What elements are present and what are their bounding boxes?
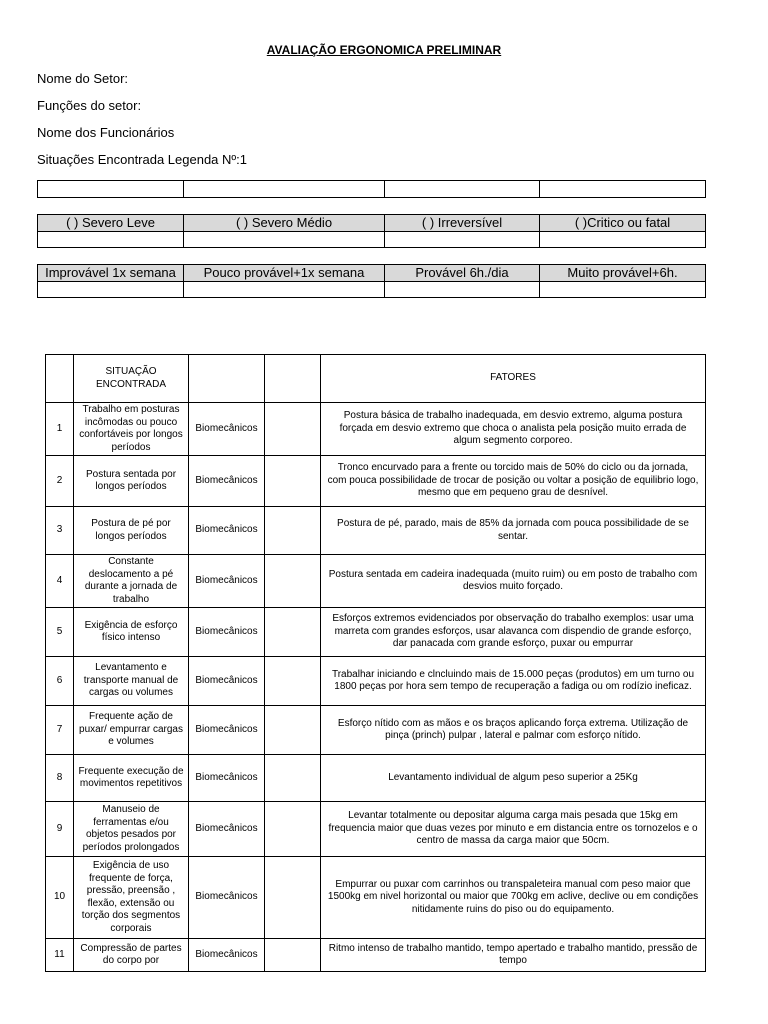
row-number: 4	[46, 555, 74, 608]
row-tipo: Biomecânicos	[189, 802, 265, 857]
header-empty-cell	[265, 355, 321, 403]
row-empty-cell	[265, 857, 321, 939]
row-tipo: Biomecânicos	[189, 755, 265, 802]
row-situacao: Frequente execução de movimentos repetitivos	[74, 755, 189, 802]
row-empty-cell	[265, 507, 321, 555]
sector-name-label: Nome do Setor:	[37, 71, 129, 86]
row-situacao: Postura de pé por longos períodos	[74, 507, 189, 555]
header-number-cell	[46, 355, 74, 403]
table-header-row	[46, 355, 706, 403]
row-situacao: Trabalho em posturas incômodas ou pouco confortáveis por longos períodos	[74, 403, 189, 456]
table-row	[46, 706, 706, 755]
row-fatores: Levantar totalmente ou depositar alguma carga mais pesada que 15kg em frequencia maior que duas vezes por minuto e em distancia entre os tornozelos e o centro de massa da carga maior que 50cm.	[321, 802, 706, 857]
row-empty-cell	[265, 608, 321, 657]
header-fatores: FATORES	[321, 355, 706, 403]
situations-legend-label: Situações Encontrada Legenda Nº:1	[37, 152, 248, 167]
blank-cell[interactable]	[184, 181, 385, 198]
row-tipo: Biomecânicos	[189, 403, 265, 456]
row-tipo: Biomecânicos	[189, 507, 265, 555]
row-empty-cell	[265, 755, 321, 802]
row-situacao: Postura sentada por longos períodos	[74, 456, 189, 507]
blank-cell[interactable]	[38, 282, 184, 298]
row-tipo: Biomecânicos	[189, 657, 265, 706]
severity-table	[37, 214, 706, 248]
row-number: 10	[46, 857, 74, 939]
severity-option-medium[interactable]: ( ) Severo Médio	[184, 215, 385, 232]
table-row	[46, 507, 706, 555]
row-empty-cell	[265, 456, 321, 507]
blank-cell[interactable]	[385, 282, 540, 298]
row-empty-cell	[265, 706, 321, 755]
row-fatores: Empurrar ou puxar com carrinhos ou transpaleteira manual com peso maior que 1500kg em nivel horizontal ou maior que 700kg em aclive, declive ou em condições nitidamente ruins do piso ou do equipamento.	[321, 857, 706, 939]
row-fatores: Esforços extremos evidenciados por observação do trabalho exemplos: usar uma marreta com grandes esforços, usar alavanca com dispendio de grande esforço, dar panacada com grande esforço, puxar ou empurrar	[321, 608, 706, 657]
severity-option-critical[interactable]: ( )Critico ou fatal	[540, 215, 706, 232]
table-row	[46, 608, 706, 657]
probability-probable[interactable]: Provável 6h./dia	[385, 265, 540, 282]
row-empty-cell	[265, 939, 321, 972]
blank-cell[interactable]	[38, 232, 184, 248]
blank-cell[interactable]	[38, 181, 184, 198]
row-number: 8	[46, 755, 74, 802]
blank-cell[interactable]	[184, 232, 385, 248]
table-row	[46, 403, 706, 456]
probability-very-probable[interactable]: Muito provável+6h.	[540, 265, 706, 282]
row-situacao: Exigência de esforço físico intenso	[74, 608, 189, 657]
header-empty-cell	[189, 355, 265, 403]
row-number: 9	[46, 802, 74, 857]
row-situacao: Constante deslocamento a pé durante a jornada de trabalho	[74, 555, 189, 608]
row-empty-cell	[265, 802, 321, 857]
blank-cell[interactable]	[540, 282, 706, 298]
row-fatores: Esforço nítido com as mãos e os braços aplicando força extrema. Utilização de pinça (princh) pulpar , lateral e palmar com esforço nítido.	[321, 706, 706, 755]
table-row	[46, 857, 706, 939]
severity-option-irreversible[interactable]: ( ) Irreversível	[385, 215, 540, 232]
row-empty-cell	[265, 403, 321, 456]
table-row	[46, 456, 706, 507]
row-situacao: Exigência de uso frequente de força, pressão, preensão , flexão, extensão ou torção dos segmentos corporais	[74, 857, 189, 939]
row-empty-cell	[265, 657, 321, 706]
sector-functions-label: Funções do setor:	[37, 98, 142, 113]
row-situacao: Levantamento e transporte manual de cargas ou volumes	[74, 657, 189, 706]
row-number: 1	[46, 403, 74, 456]
table-row	[46, 939, 706, 972]
row-number: 3	[46, 507, 74, 555]
row-number: 7	[46, 706, 74, 755]
row-tipo: Biomecânicos	[189, 939, 265, 972]
blank-cell[interactable]	[385, 232, 540, 248]
table-row	[46, 802, 706, 857]
row-tipo: Biomecânicos	[189, 706, 265, 755]
row-tipo: Biomecânicos	[189, 857, 265, 939]
row-tipo: Biomecânicos	[189, 555, 265, 608]
row-fatores: Postura sentada em cadeira inadequada (muito ruim) ou em posto de trabalho com desvios muito forçado.	[321, 555, 706, 608]
row-number: 6	[46, 657, 74, 706]
blank-cell[interactable]	[184, 282, 385, 298]
probability-unlikely[interactable]: Pouco provável+1x semana	[184, 265, 385, 282]
table-row	[46, 755, 706, 802]
row-empty-cell	[265, 555, 321, 608]
table-row	[46, 555, 706, 608]
blank-entry-table	[37, 180, 706, 198]
blank-cell[interactable]	[540, 232, 706, 248]
employee-names-label: Nome dos Funcionários	[37, 125, 175, 140]
row-situacao: Frequente ação de puxar/ empurrar cargas e volumes	[74, 706, 189, 755]
row-number: 5	[46, 608, 74, 657]
row-fatores: Ritmo intenso de trabalho mantido, tempo apertado e trabalho mantido, pressão de tempo	[321, 939, 706, 972]
blank-cell[interactable]	[385, 181, 540, 198]
document-title: AVALIAÇÃO ERGONOMICA PRELIMINAR	[266, 43, 502, 57]
probability-table	[37, 264, 706, 298]
severity-option-mild[interactable]: ( ) Severo Leve	[38, 215, 184, 232]
row-fatores: Postura de pé, parado, mais de 85% da jornada com pouca possibilidade de se sentar.	[321, 507, 706, 555]
row-number: 2	[46, 456, 74, 507]
row-situacao: Compressão de partes do corpo por	[74, 939, 189, 972]
row-situacao: Manuseio de ferramentas e/ou objetos pesados por períodos prolongados	[74, 802, 189, 857]
row-number: 11	[46, 939, 74, 972]
table-row	[46, 657, 706, 706]
row-fatores: Levantamento individual de algum peso superior a 25Kg	[321, 755, 706, 802]
row-fatores: Trabalhar iniciando e clncluindo mais de 15.000 peças (produtos) em um turno ou 1800 peças por hora sem tempo de recuperação a fadiga ou om rodízio ineficaz.	[321, 657, 706, 706]
row-tipo: Biomecânicos	[189, 456, 265, 507]
factors-table	[45, 354, 706, 972]
probability-improbable[interactable]: Improvável 1x semana	[38, 265, 184, 282]
row-fatores: Postura básica de trabalho inadequada, em desvio extremo, alguma postura forçada em desvio extremo que choca o analista pela posição muito errada de algum segmento corporeo.	[321, 403, 706, 456]
row-fatores: Tronco encurvado para a frente ou torcido mais de 50% do ciclo ou da jornada, com pouca possibilidade de trocar de posição ou voltar a posição de equilibrio logo, mesmo que em pequeno grau de desnível.	[321, 456, 706, 507]
row-tipo: Biomecânicos	[189, 608, 265, 657]
blank-cell[interactable]	[540, 181, 706, 198]
header-situacao: SITUAÇÃO ENCONTRADA	[74, 355, 189, 403]
